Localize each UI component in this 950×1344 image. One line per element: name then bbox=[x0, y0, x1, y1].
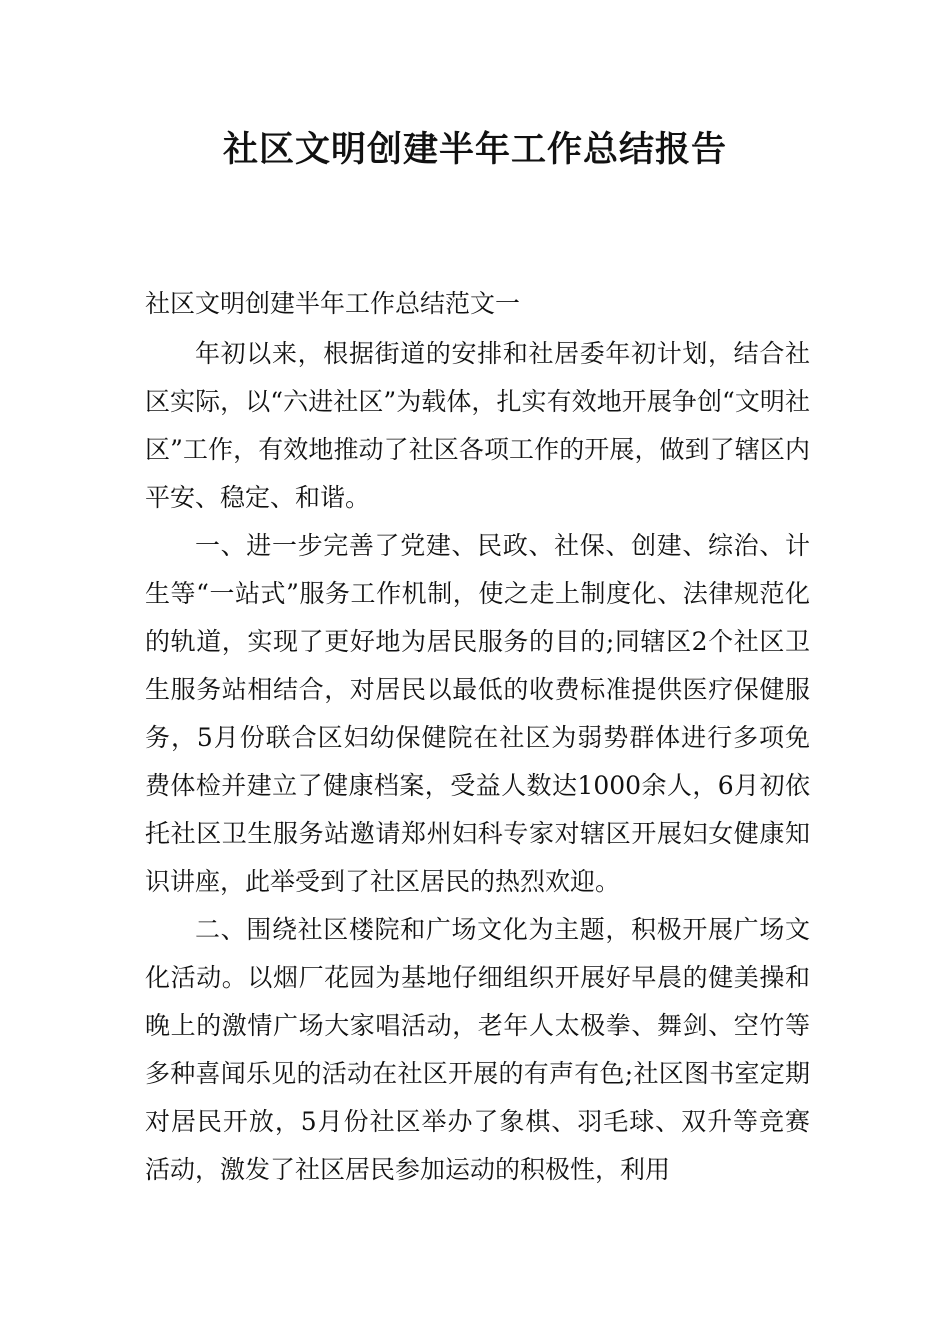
section-subheading: 社区文明创建半年工作总结范文一 bbox=[145, 289, 521, 318]
paragraph-section-two: 二、围绕社区楼院和广场文化为主题，积极开展广场文化活动。以烟厂花园为基地仔细组织开展好早晨的健美操和晚上的激情广场大家唱活动，老年人太极拳、舞剑、空竹等多种喜闻乐见的活动在社区开展的有声有色;社区图书室定期对居民开放，5月份社区举办了象棋、羽毛球、双升等竞赛活动，激发了社区居民参加运动的积极性，利用 bbox=[145, 915, 810, 1184]
document-title: 社区文明创建半年工作总结报告 bbox=[222, 130, 727, 170]
paragraph-intro: 年初以来，根据街道的安排和社居委年初计划，结合社区实际，以“六进社区”为载体，扎实有效地开展争创“文明社区”工作，有效地推动了社区各项工作的开展，做到了辖区内平安、稳定、和谐。 bbox=[145, 339, 810, 512]
paragraph-section-one: 一、进一步完善了党建、民政、社保、创建、综治、计生等“一站式”服务工作机制，使之走上制度化、法律规范化的轨道，实现了更好地为居民服务的目的;同辖区2个社区卫生服务站相结合，对居民以最低的收费标准提供医疗保健服务，5月份联合区妇幼保健院在社区为弱势群体进行多项免费体检并建立了健康档案，受益人数达1000余人，6月初依托社区卫生服务站邀请郑州妇科专家对辖区开展妇女健康知识讲座，此举受到了社区居民的热烈欢迎。 bbox=[145, 531, 810, 896]
document-body bbox=[145, 280, 810, 1194]
